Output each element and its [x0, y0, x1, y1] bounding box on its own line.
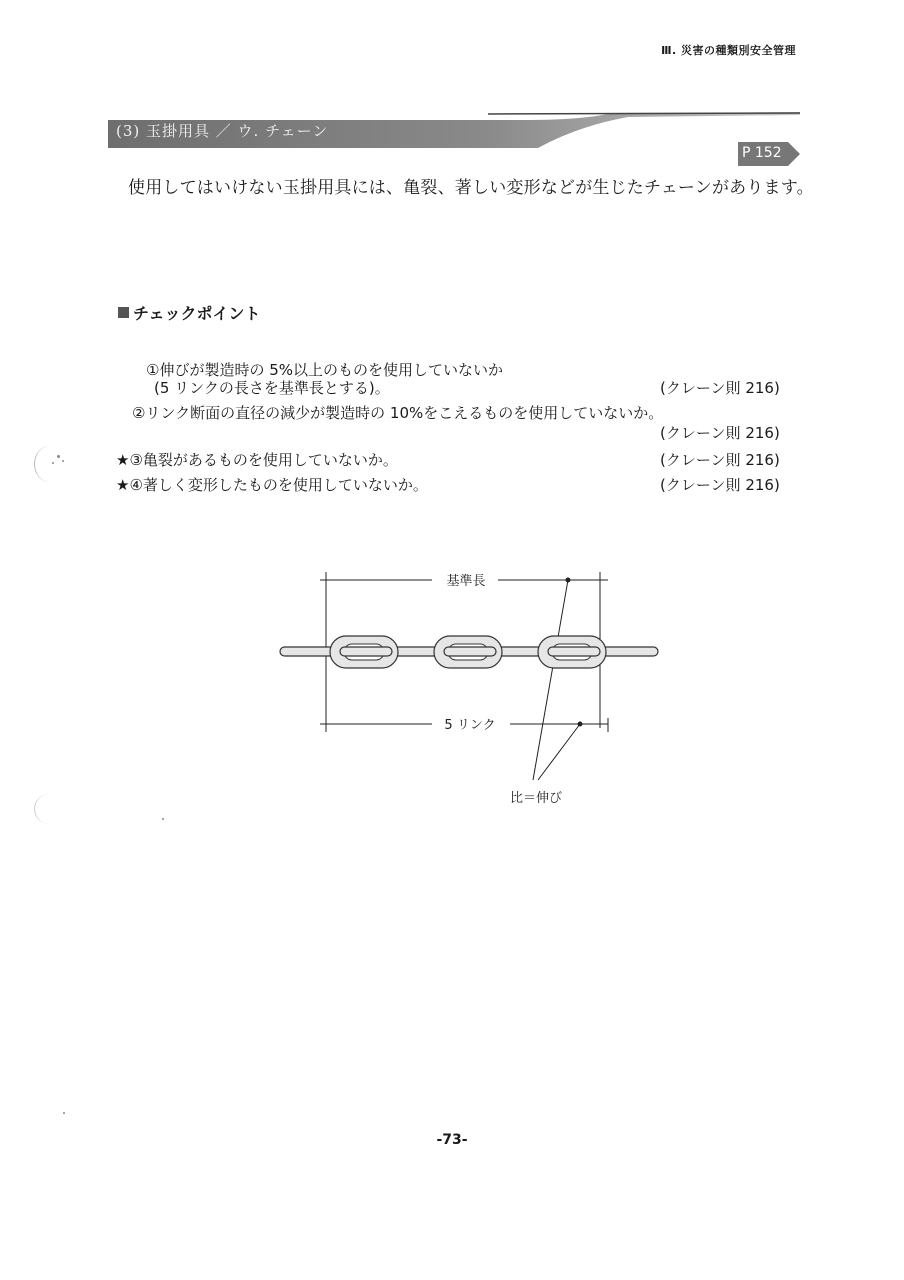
leader-dot-top — [566, 578, 571, 583]
running-header: Ⅲ. 災害の種類別安全管理 — [661, 44, 796, 57]
punch-hole-mark — [34, 446, 65, 482]
checkpoint-1-ref: (クレーン則 216) — [660, 379, 780, 397]
checkpoint-1-line2: (5 リンクの長さを基準長とする)。 — [154, 379, 390, 397]
punch-hole-mark — [34, 794, 65, 824]
checkpoint-2-ref: (クレーン則 216) — [660, 424, 780, 442]
checkpoint-3-ref: (クレーン則 216) — [660, 451, 780, 469]
section-title: (3) 玉掛用具 ／ ウ. チェーン — [116, 122, 329, 140]
page-number: -73- — [436, 1132, 468, 1148]
label-ratio-elongation: 比＝伸び — [509, 791, 563, 806]
checkpoint-1-line1: ①伸びが製造時の 5%以上のものを使用していないか — [146, 361, 504, 379]
checkpoint-2-line1: ②リンク断面の直径の減少が製造時の 10%をこえるものを使用していないか。 — [132, 404, 664, 422]
checkpoint-4-line1: ★④著しく変形したものを使用していないか。 — [116, 476, 428, 494]
checkpoint-4-ref: (クレーン則 216) — [660, 476, 780, 494]
checkpoint-heading — [118, 301, 261, 324]
leader-line-bottom — [538, 724, 580, 780]
leader-dot-bottom — [578, 722, 583, 727]
checkpoint-3-line1: ★③亀裂があるものを使用していないか。 — [116, 451, 398, 469]
leader-line-top — [533, 580, 568, 780]
square-bullet-icon — [118, 307, 129, 318]
chain-diagram — [270, 568, 670, 808]
checkpoint-heading-label: チェックポイント — [133, 304, 261, 323]
page-ref-label: P 152 — [742, 145, 782, 161]
intro-text: 使用してはいけない玉掛用具には、亀裂、著しい変形などが生じたチェーンがあります。 — [128, 178, 814, 198]
label-five-links: 5 リンク — [444, 718, 496, 733]
label-base-length: 基準長 — [446, 574, 486, 589]
